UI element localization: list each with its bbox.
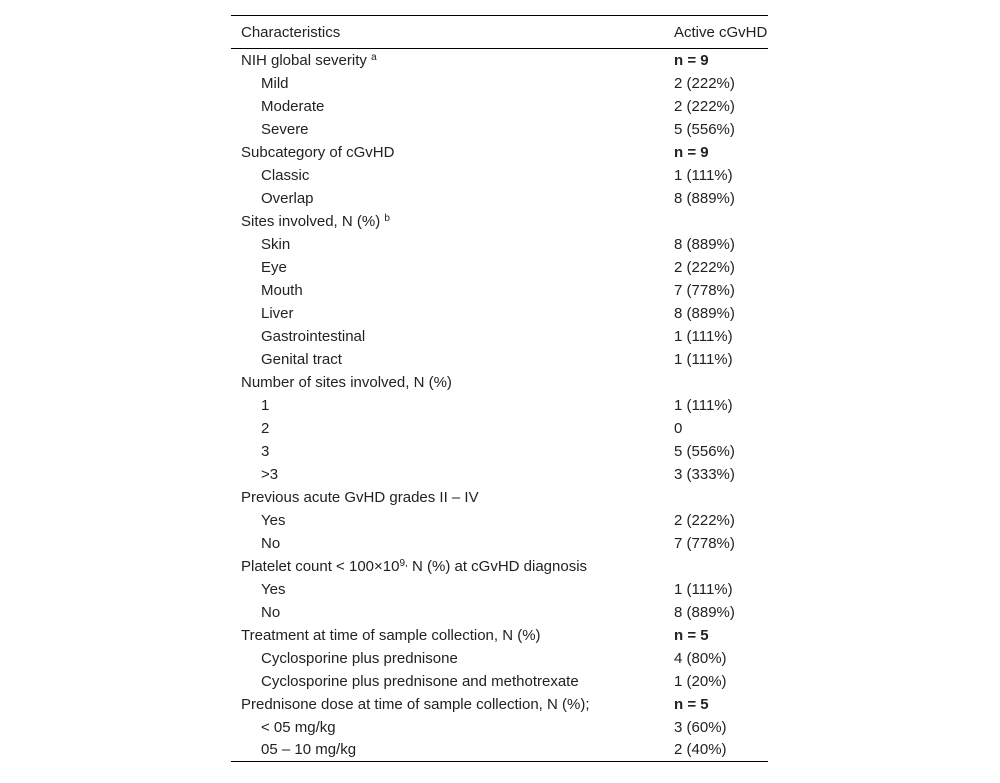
table-row <box>231 256 768 279</box>
row-label <box>231 532 674 555</box>
row-label-text: No <box>261 603 281 621</box>
table-row <box>231 647 768 670</box>
row-label-text: Cyclosporine plus prednisone <box>261 649 458 667</box>
row-label-text: Severe <box>261 120 309 138</box>
row-value: 1 (111%) <box>674 350 733 368</box>
row-label <box>231 440 674 463</box>
row-label-text: >3 <box>261 465 279 483</box>
table-row <box>231 233 768 256</box>
row-label-text: 1 <box>261 396 270 414</box>
row-label <box>231 187 674 210</box>
row-label <box>231 555 674 578</box>
table-row <box>231 302 768 325</box>
row-value: 1 (111%) <box>674 580 733 598</box>
row-label-text: Skin <box>261 235 291 253</box>
characteristics-table <box>231 15 768 762</box>
row-label <box>231 394 674 417</box>
table-row <box>231 72 768 95</box>
row-label <box>231 371 674 394</box>
row-label-text: Liver <box>261 304 294 322</box>
table-body <box>231 49 768 762</box>
table-row <box>231 118 768 141</box>
table-row <box>231 49 768 72</box>
table-row <box>231 716 768 739</box>
table-row <box>231 555 768 578</box>
row-label-text: Treatment at time of sample collection, N (%) <box>241 626 541 644</box>
row-label-text: Eye <box>261 258 287 276</box>
table-row <box>231 624 768 647</box>
row-label-text: Previous acute GvHD grades II – IV <box>241 488 479 506</box>
row-value: 4 (80%) <box>674 649 727 667</box>
table-row <box>231 486 768 509</box>
row-label-text: Cyclosporine plus prednisone and methotrexate <box>261 672 579 690</box>
row-label-suffix: N (%) at cGvHD diagnosis <box>407 557 588 575</box>
row-value: n = 5 <box>674 695 709 713</box>
row-label <box>231 670 674 693</box>
row-label-text: Subcategory of cGvHD <box>241 143 395 161</box>
row-label <box>231 325 674 348</box>
row-label-text: Gastrointestinal <box>261 327 366 345</box>
table-row <box>231 348 768 371</box>
row-label-text: Yes <box>261 580 286 598</box>
row-label-text: < 05 mg/kg <box>261 718 336 736</box>
table-row <box>231 279 768 302</box>
row-value: 7 (778%) <box>674 534 735 552</box>
footnote-marker: 9, <box>399 557 408 569</box>
row-label <box>231 624 674 647</box>
table-row <box>231 325 768 348</box>
table-row <box>231 532 768 555</box>
row-label <box>231 693 674 716</box>
row-value: 5 (556%) <box>674 120 735 138</box>
row-label-text: 2 <box>261 419 270 437</box>
row-label-text: Genital tract <box>261 350 342 368</box>
row-value: 2 (222%) <box>674 258 735 276</box>
table-row <box>231 187 768 210</box>
table-row <box>231 141 768 164</box>
row-value: 7 (778%) <box>674 281 735 299</box>
table-row <box>231 371 768 394</box>
row-label <box>231 739 674 762</box>
row-value: 8 (889%) <box>674 603 735 621</box>
row-label-text: NIH global severity <box>241 51 372 69</box>
row-label <box>231 463 674 486</box>
table-row <box>231 670 768 693</box>
row-value: n = 9 <box>674 51 709 69</box>
row-label <box>231 72 674 95</box>
row-value: 2 (40%) <box>674 741 727 759</box>
table-row <box>231 394 768 417</box>
row-label-text: Overlap <box>261 189 314 207</box>
table-row <box>231 417 768 440</box>
row-value: 0 <box>674 419 683 437</box>
row-value: 2 (222%) <box>674 511 735 529</box>
row-label-text: Mild <box>261 74 289 92</box>
row-label-text: Classic <box>261 166 310 184</box>
row-label <box>231 49 674 72</box>
row-value: 2 (222%) <box>674 97 735 115</box>
row-label-text: Number of sites involved, N (%) <box>241 373 452 391</box>
row-label <box>231 233 674 256</box>
row-value: 2 (222%) <box>674 74 735 92</box>
table-row <box>231 601 768 624</box>
table-row <box>231 164 768 187</box>
table-row <box>231 693 768 716</box>
row-label-text: Sites involved, N (%) <box>241 212 385 230</box>
table-row <box>231 210 768 233</box>
header-row <box>231 16 768 49</box>
row-label <box>231 118 674 141</box>
table-row <box>231 95 768 118</box>
row-value <box>674 555 768 578</box>
row-value: n = 9 <box>674 143 709 161</box>
row-label <box>231 210 674 233</box>
row-label-text: Mouth <box>261 281 303 299</box>
row-label <box>231 279 674 302</box>
row-value: 3 (60%) <box>674 718 727 736</box>
row-label-text: Prednisone dose at time of sample collection, N (%); <box>241 695 590 713</box>
row-label <box>231 256 674 279</box>
row-label <box>231 164 674 187</box>
row-value <box>674 371 768 394</box>
row-label-text: Platelet count < 100×10 <box>241 557 400 575</box>
table-row <box>231 463 768 486</box>
row-value: 5 (556%) <box>674 442 735 460</box>
row-value: n = 5 <box>674 626 709 644</box>
row-value: 1 (111%) <box>674 327 733 345</box>
row-value: 1 (20%) <box>674 672 727 690</box>
row-value <box>674 486 768 509</box>
footnote-marker: a <box>371 51 377 63</box>
row-label <box>231 417 674 440</box>
row-value: 8 (889%) <box>674 235 735 253</box>
row-label-text: 05 – 10 mg/kg <box>261 741 357 759</box>
row-label <box>231 716 674 739</box>
table-row <box>231 440 768 463</box>
row-value <box>674 210 768 233</box>
header-active-cgvhd: Active cGvHD <box>674 23 768 41</box>
row-label <box>231 509 674 532</box>
table-row <box>231 739 768 762</box>
characteristics-table-container <box>231 15 768 762</box>
row-label <box>231 348 674 371</box>
row-label <box>231 141 674 164</box>
row-label <box>231 578 674 601</box>
row-label <box>231 95 674 118</box>
row-value: 1 (111%) <box>674 166 733 184</box>
table-row <box>231 509 768 532</box>
row-value: 1 (111%) <box>674 396 733 414</box>
row-label <box>231 486 674 509</box>
row-label <box>231 302 674 325</box>
row-value: 8 (889%) <box>674 189 735 207</box>
row-label <box>231 601 674 624</box>
header-characteristics: Characteristics <box>241 23 341 41</box>
footnote-marker: b <box>384 212 390 224</box>
row-value: 8 (889%) <box>674 304 735 322</box>
row-label-text: No <box>261 534 281 552</box>
row-label-text: Yes <box>261 511 286 529</box>
table-header <box>231 16 768 49</box>
row-value: 3 (333%) <box>674 465 735 483</box>
row-label <box>231 647 674 670</box>
table-row <box>231 578 768 601</box>
row-label-text: 3 <box>261 442 270 460</box>
row-label-text: Moderate <box>261 97 325 115</box>
